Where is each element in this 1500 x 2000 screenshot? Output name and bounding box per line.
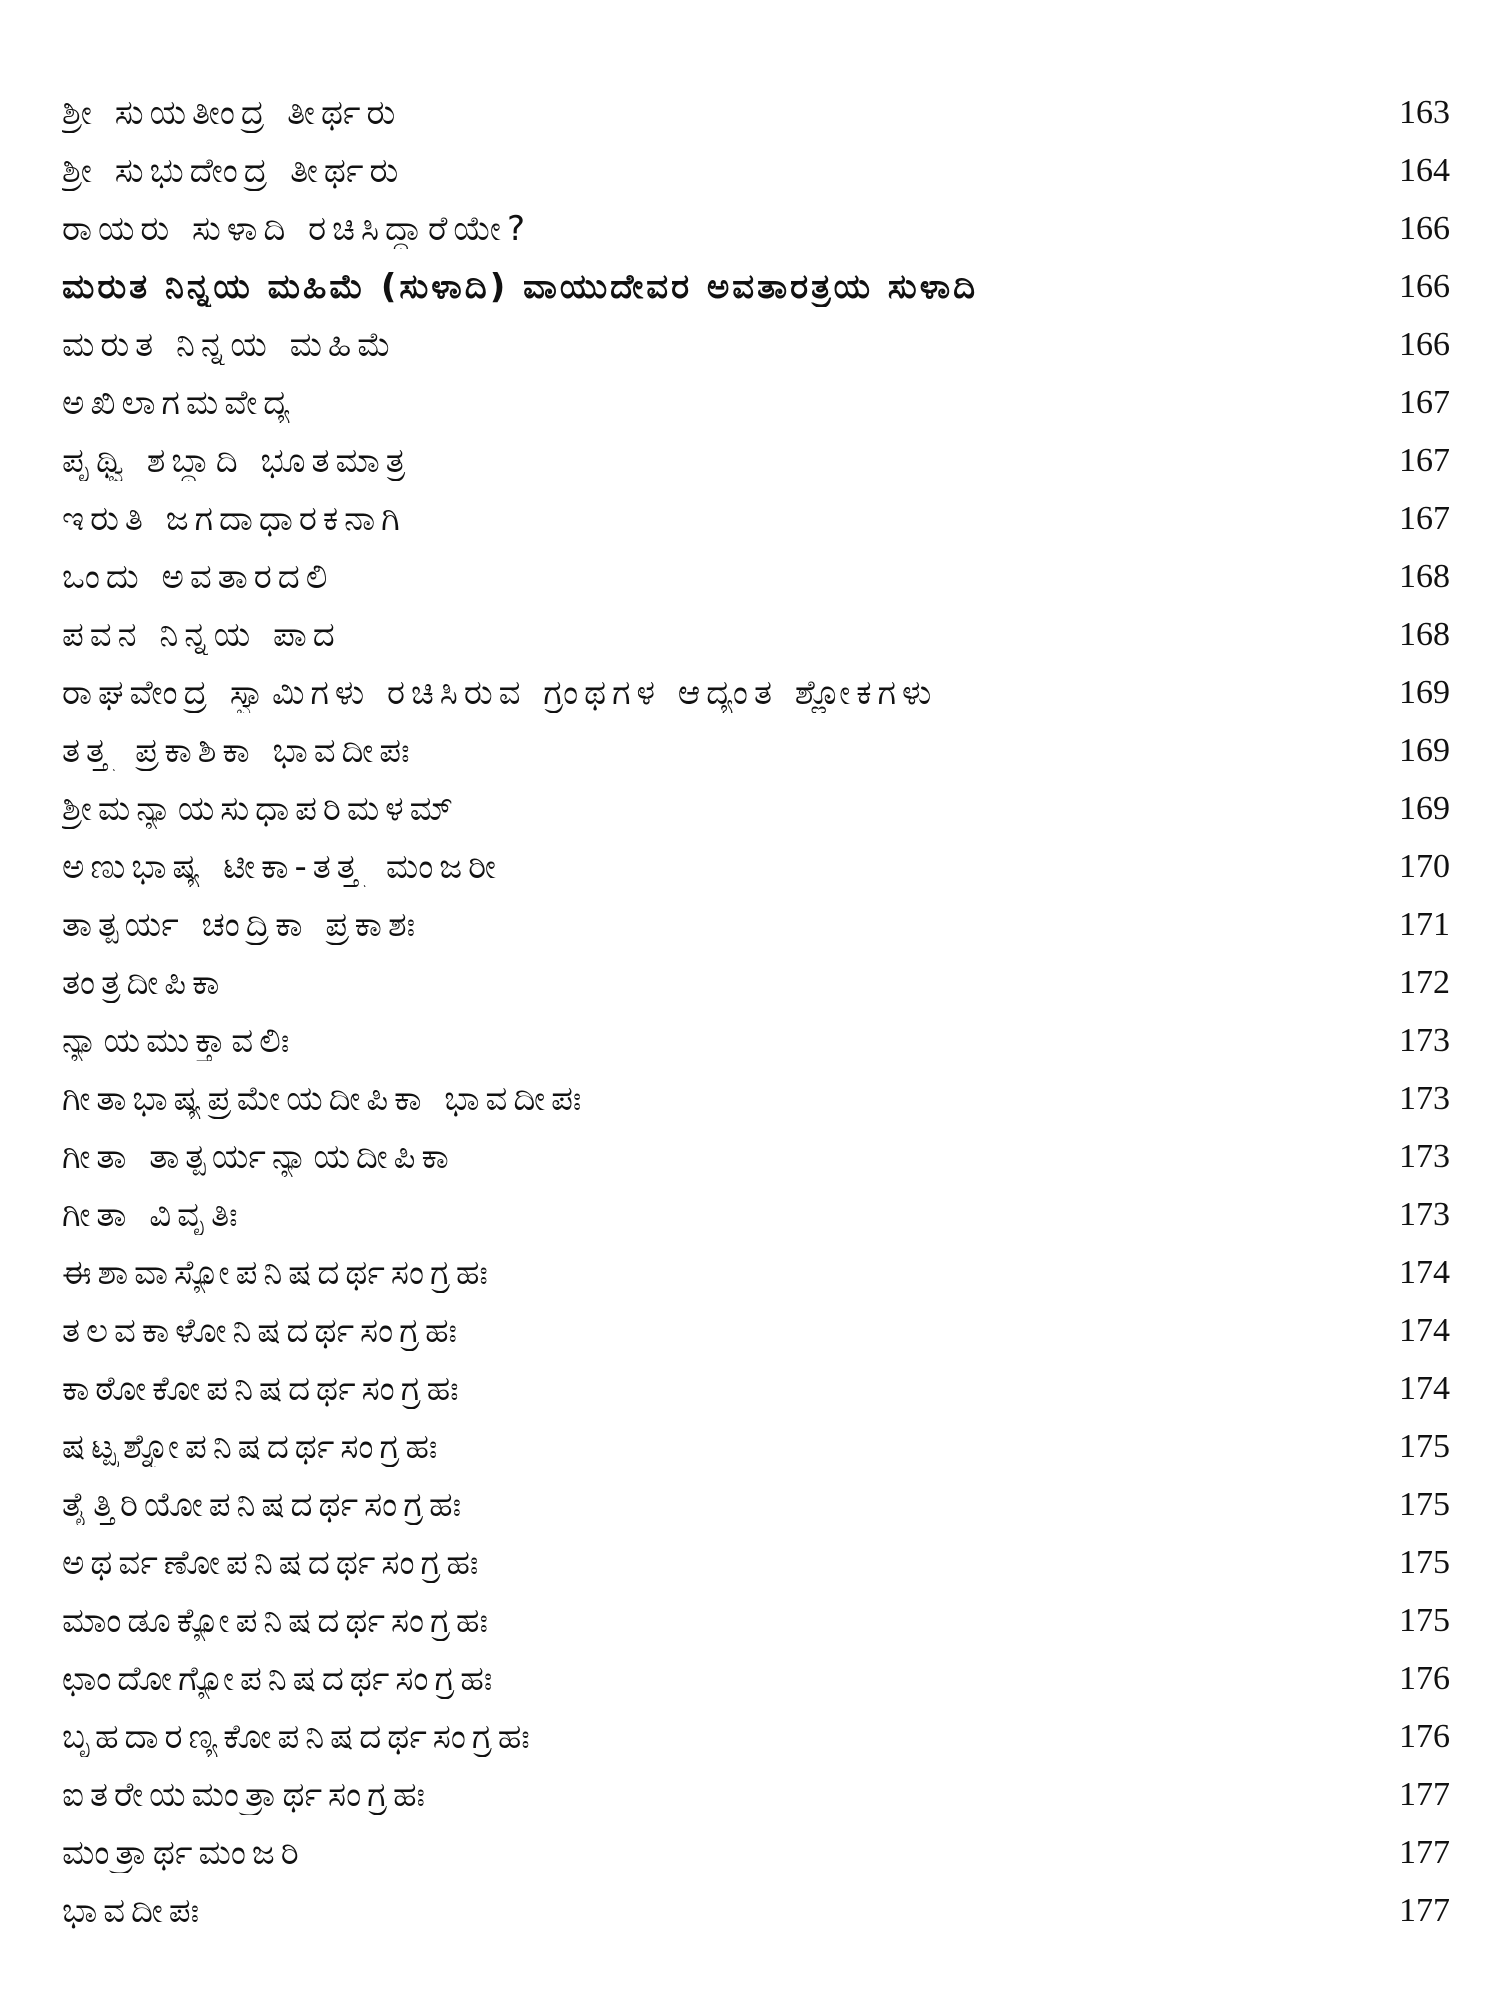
toc-entry-page: 175 <box>1399 1486 1450 1523</box>
toc-entry-title: ಗೀತಾಭಾಷ್ಯಪ್ರಮೇಯದೀಪಿಕಾ ಭಾವದೀಪಃ <box>62 1079 588 1119</box>
toc-entry-page: 173 <box>1399 1138 1450 1175</box>
toc-entry-title: ಛಾಂದೋಗ್ಯೋಪನಿಷದರ್ಥಸಂಗ್ರಹಃ <box>62 1659 499 1699</box>
toc-entry-page: 175 <box>1399 1428 1450 1465</box>
toc-entry <box>62 1244 1454 1302</box>
toc-entry <box>62 548 1454 606</box>
toc-entry-page: 169 <box>1399 790 1450 827</box>
toc-entry <box>62 1534 1454 1592</box>
toc-entry-page: 177 <box>1399 1776 1450 1813</box>
toc-entry-page: 171 <box>1399 906 1450 943</box>
toc-entry-title: ಗೀತಾ ವಿವೃತಿಃ <box>62 1195 244 1235</box>
toc-entry-title: ಗೀತಾ ತಾತ್ಪರ್ಯನ್ಯಾಯದೀಪಿಕಾ <box>62 1137 455 1177</box>
toc-entry-page: 169 <box>1399 674 1450 711</box>
toc-entry <box>62 142 1454 200</box>
toc-entry-page: 164 <box>1399 152 1450 189</box>
toc-entry-page: 177 <box>1399 1892 1450 1929</box>
toc-entry-title: ಶ್ರೀ ಸುಭುದೇಂದ್ರ ತೀರ್ಥರು <box>62 151 405 191</box>
toc-entry <box>62 490 1454 548</box>
table-of-contents <box>62 84 1454 1940</box>
toc-entry <box>62 84 1454 142</box>
toc-entry-title: ತಾತ್ಪರ್ಯ ಚಂದ್ರಿಕಾ ಪ್ರಕಾಶಃ <box>62 905 422 945</box>
toc-entry-heading <box>62 258 1454 316</box>
toc-entry-title: ಪೃಥ್ವಿ ಶಬ್ದಾದಿ ಭೂತಮಾತ್ರ <box>62 441 412 481</box>
toc-entry <box>62 1418 1454 1476</box>
toc-entry <box>62 1186 1454 1244</box>
toc-entry-page: 173 <box>1399 1080 1450 1117</box>
toc-entry-page: 175 <box>1399 1602 1450 1639</box>
toc-entry-title: ರಾಘವೇಂದ್ರ ಸ್ವಾಮಿಗಳು ರಚಿಸಿರುವ ಗ್ರಂಥಗಳ ಆದ್ಯಂತ ಶ್ಲೋಕಗಳು <box>62 673 938 713</box>
toc-entry <box>62 1766 1454 1824</box>
toc-entry-title: ಅಥರ್ವಣೋಪನಿಷದರ್ಥಸಂಗ್ರಹಃ <box>62 1543 485 1583</box>
toc-entry <box>62 1708 1454 1766</box>
toc-entry-page: 177 <box>1399 1834 1450 1871</box>
toc-entry-title: ರಾಯರು ಸುಳಾದಿ ರಚಿಸಿದ್ದಾರೆಯೇ? <box>62 209 532 249</box>
toc-entry-title: ಭಾವದೀಪಃ <box>62 1891 206 1931</box>
toc-entry-page: 167 <box>1399 384 1450 421</box>
toc-entry <box>62 896 1454 954</box>
toc-entry-title: ತೈತ್ತಿರಿಯೋಪನಿಷದರ್ಥಸಂಗ್ರಹಃ <box>62 1485 468 1525</box>
toc-entry-title: ಮಾಂಡೂಕ್ಯೋಪನಿಷದರ್ಥಸಂಗ್ರಹಃ <box>62 1601 494 1641</box>
toc-entry-title: ಶ್ರೀ ಸುಯತೀಂದ್ರ ತೀರ್ಥರು <box>62 93 402 133</box>
toc-entry <box>62 1302 1454 1360</box>
toc-entry-title: ಐತರೇಯಮಂತ್ರಾರ್ಥಸಂಗ್ರಹಃ <box>62 1775 432 1815</box>
toc-entry <box>62 1128 1454 1186</box>
toc-entry-page: 173 <box>1399 1196 1450 1233</box>
toc-entry-title: ಇರುತಿ ಜಗದಾಧಾರಕನಾಗಿ <box>62 499 406 539</box>
toc-entry-title: ಅಖಿಲಾಗಮವೇದ್ಯ <box>62 383 296 423</box>
toc-entry <box>62 722 1454 780</box>
toc-entry-page: 176 <box>1399 1660 1450 1697</box>
toc-entry-title: ಮಂತ್ರಾರ್ಥಮಂಜರಿ <box>62 1833 305 1873</box>
toc-entry <box>62 200 1454 258</box>
toc-entry <box>62 1882 1454 1940</box>
toc-entry-title: ಶ್ರೀಮನ್ಯಾಯಸುಧಾಪರಿಮಳಮ್ <box>62 789 459 829</box>
toc-entry-page: 166 <box>1399 326 1450 363</box>
toc-entry-title: ತತ್ತ್ವ ಪ್ರಕಾಶಿಕಾ ಭಾವದೀಪಃ <box>62 731 416 771</box>
toc-entry-title: ಅಣುಭಾಷ್ಯ ಟೀಕಾ-ತತ್ತ್ವ ಮಂಜರೀ <box>62 847 502 887</box>
toc-entry-title: ನ್ಯಾಯಮುಕ್ತಾವಲಿಃ <box>62 1021 296 1061</box>
toc-entry <box>62 432 1454 490</box>
toc-entry-title: ಬೃಹದಾರಣ್ಯಕೋಪನಿಷದರ್ಥಸಂಗ್ರಹಃ <box>62 1717 536 1757</box>
toc-entry-title: ತಂತ್ರದೀಪಿಕಾ <box>62 963 226 1003</box>
toc-entry <box>62 1592 1454 1650</box>
toc-entry <box>62 316 1454 374</box>
toc-entry-page: 167 <box>1399 500 1450 537</box>
toc-entry <box>62 1012 1454 1070</box>
toc-entry-page: 172 <box>1399 964 1450 1001</box>
toc-entry-page: 174 <box>1399 1370 1450 1407</box>
toc-entry-page: 174 <box>1399 1312 1450 1349</box>
toc-entry <box>62 838 1454 896</box>
toc-entry-page: 163 <box>1399 94 1450 131</box>
toc-entry-title: ಒಂದು ಅವತಾರದಲಿ <box>62 557 334 597</box>
toc-entry <box>62 374 1454 432</box>
toc-entry-title: ಕಾಠೋಕೋಪನಿಷದರ್ಥಸಂಗ್ರಹಃ <box>62 1369 465 1409</box>
toc-entry-page: 175 <box>1399 1544 1450 1581</box>
toc-entry-page: 166 <box>1399 268 1450 305</box>
toc-entry <box>62 1070 1454 1128</box>
toc-entry <box>62 664 1454 722</box>
toc-entry-title: ಷಟ್ಪ್ರಶ್ನೋಪನಿಷದರ್ಥಸಂಗ್ರಹಃ <box>62 1427 444 1467</box>
toc-entry-page: 166 <box>1399 210 1450 247</box>
toc-entry <box>62 954 1454 1012</box>
toc-entry-title: ಪವನ ನಿನ್ನಯ ಪಾದ <box>62 615 341 655</box>
toc-entry <box>62 606 1454 664</box>
toc-entry <box>62 1476 1454 1534</box>
toc-entry <box>62 1824 1454 1882</box>
toc-entry-page: 169 <box>1399 732 1450 769</box>
toc-entry-page: 174 <box>1399 1254 1450 1291</box>
toc-entry-page: 176 <box>1399 1718 1450 1755</box>
toc-entry-page: 168 <box>1399 558 1450 595</box>
toc-entry-page: 170 <box>1399 848 1450 885</box>
toc-entry-title: ಮರುತ ನಿನ್ನಯ ಮಹಿಮೆ <box>62 325 397 365</box>
toc-entry-page: 173 <box>1399 1022 1450 1059</box>
toc-entry-title: ಈಶಾವಾಸ್ಯೋಪನಿಷದರ್ಥಸಂಗ್ರಹಃ <box>62 1253 494 1293</box>
toc-entry-title: ಮರುತ ನಿನ್ನಯ ಮಹಿಮೆ (ಸುಳಾದಿ) ವಾಯುದೇವರ ಅವತಾರತ್ರಯ ಸುಳಾದಿ <box>62 267 979 307</box>
toc-entry-title: ತಲವಕಾಳೋನಿಷದರ್ಥಸಂಗ್ರಹಃ <box>62 1311 464 1351</box>
toc-entry-page: 167 <box>1399 442 1450 479</box>
toc-entry <box>62 1360 1454 1418</box>
toc-entry-page: 168 <box>1399 616 1450 653</box>
toc-entry <box>62 780 1454 838</box>
toc-entry <box>62 1650 1454 1708</box>
